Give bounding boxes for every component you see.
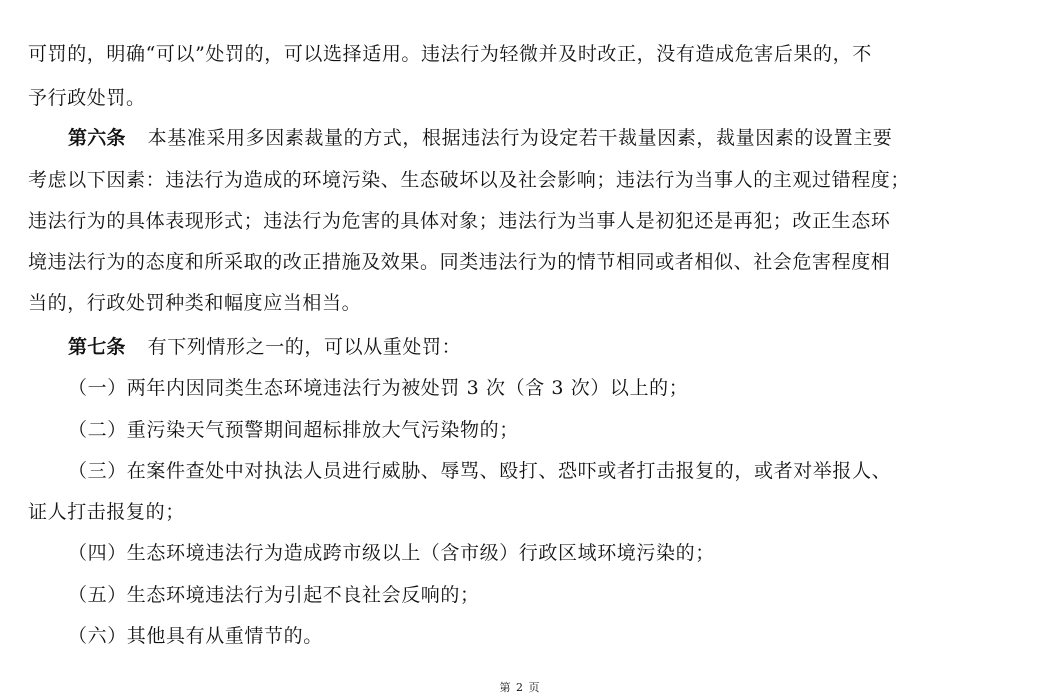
page-number: 第 2 页	[499, 681, 541, 694]
list-item-continuation: 证人打击报复的；	[28, 501, 185, 523]
article-6-heading: 第六条	[68, 127, 126, 149]
paragraph-line: 予行政处罚。	[28, 87, 146, 109]
list-item: （一）两年内因同类生态环境违法行为被处罚 3 次（含 3 次）以上的；	[68, 377, 689, 399]
article-7-heading: 第七条	[68, 336, 126, 358]
article-7-intro: 有下列情形之一的，可以从重处罚：	[147, 336, 462, 358]
paragraph-line: 当的，行政处罚种类和幅度应当相当。	[28, 292, 362, 314]
paragraph-line: 可罚的，明确“可以”处罚的，可以选择适用。违法行为轻微并及时改正，没有造成危害后果的，不	[28, 43, 872, 65]
list-item: （二）重污染天气预警期间超标排放大气污染物的；	[68, 419, 519, 441]
paragraph-line: 本基准采用多因素裁量的方式，根据违法行为设定若干裁量因素，裁量因素的设置主要	[147, 127, 893, 149]
paragraph-line: 境违法行为的态度和所采取的改正措施及效果。同类违法行为的情节相同或者相似、社会危害程度相	[28, 251, 891, 273]
list-item: （四）生态环境违法行为造成跨市级以上（含市级）行政区域环境污染的；	[68, 542, 715, 564]
paragraph-line: 考虑以下因素：违法行为造成的环境污染、生态破坏以及社会影响；违法行为当事人的主观过错程度；	[28, 169, 911, 191]
list-item: （六）其他具有从重情节的。	[68, 625, 323, 647]
list-item: （三）在案件查处中对执法人员进行威胁、辱骂、殴打、恐吓或者打击报复的，或者对举报人、	[68, 460, 892, 482]
list-item: （五）生态环境违法行为引起不良社会反响的；	[68, 584, 480, 606]
article-6-first-line	[68, 126, 1040, 150]
article-7-first-line	[68, 335, 1040, 359]
paragraph-line: 违法行为的具体表现形式；违法行为危害的具体对象；违法行为当事人是初犯还是再犯；改正生态环	[28, 210, 891, 232]
